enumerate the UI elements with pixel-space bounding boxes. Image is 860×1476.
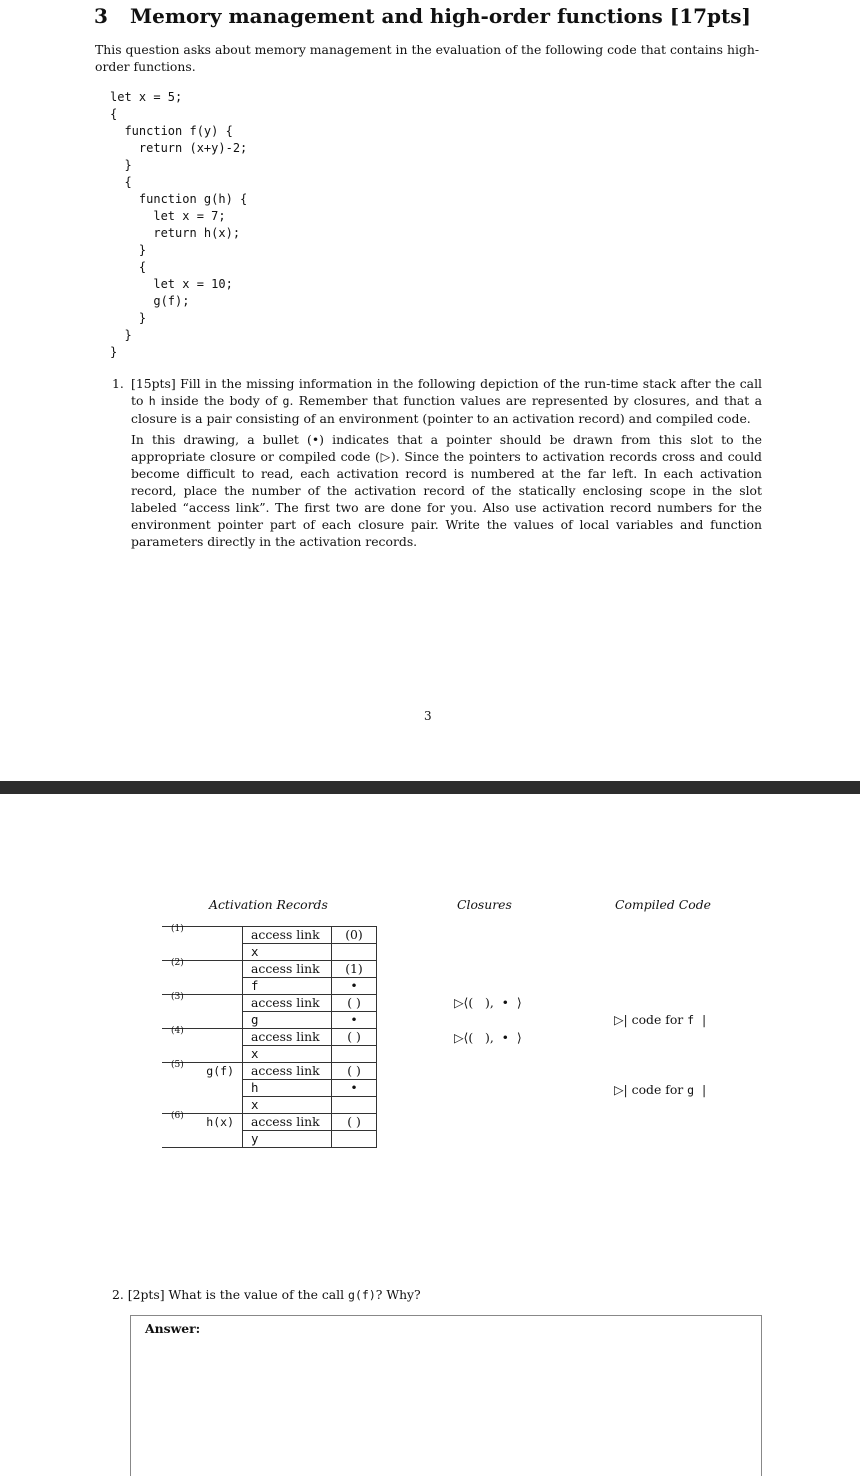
code-line: let x = 10; [110, 277, 233, 291]
code-line: { [110, 107, 118, 121]
code-listing [110, 89, 247, 361]
slot-value[interactable]: • [332, 1080, 377, 1097]
answer-box[interactable] [130, 1315, 762, 1476]
slot-label: access link [243, 995, 332, 1012]
record-number: (4) [171, 1026, 184, 1036]
code-line: } [110, 328, 132, 342]
page-number: 3 [424, 709, 432, 723]
code-line: { [110, 260, 147, 274]
slot-label: f [243, 978, 332, 995]
activation-records-heading: Activation Records [209, 897, 328, 912]
activation-record-row [162, 1114, 377, 1131]
question-1-paragraph-1: [15pts] Fill in the missing information in the following depiction of the run-time stack after the call to h inside the body of g. Remember that function values are represented by closures, and that a closure is a pair consisting of an environment (pointer to an activation record) and compiled code. [131, 376, 762, 426]
slot-label: access link [243, 961, 332, 978]
record-id-cell [162, 924, 243, 944]
activation-record-row [162, 978, 377, 995]
activation-record-row [162, 1029, 377, 1046]
page-divider [0, 781, 860, 794]
question-1-paragraph-2: In this drawing, a bullet (•) indicates that a pointer should be drawn from this slot to the appropriate closure or compiled code (▷). Since the pointers to activation records cross and could become difficult to read, each activation record is numbered at the far left. In each activation record, place the number of the activation record of the statically enclosing scope in the slot labeled “access link”. The first two are done for you. Also use activation record numbers for the environment pointer part of each closure pair. Write the values of local variables and function parameters directly in the activation records. [131, 432, 762, 549]
activation-record-row [162, 995, 377, 1012]
code-line: } [110, 243, 147, 257]
record-call-label: g(f) [206, 1064, 234, 1078]
activation-records-table [162, 926, 377, 1148]
code-line: g(f); [110, 294, 190, 308]
code-line: } [110, 345, 118, 359]
answer-label: Answer: [145, 1321, 201, 1336]
slot-label: x [243, 944, 332, 961]
record-id-cell [162, 992, 243, 1012]
slot-value[interactable]: • [332, 978, 377, 995]
closure-1: ▷⟨( ), • ⟩ [454, 995, 522, 1010]
slot-label: y [243, 1131, 332, 1148]
activation-record-row [162, 927, 377, 944]
compiled-code-g: ▷| code for g | [614, 1082, 707, 1097]
slot-label: x [243, 1046, 332, 1063]
code-line: function f(y) { [110, 124, 233, 138]
slot-value[interactable] [332, 1097, 377, 1114]
slot-value[interactable] [332, 1131, 377, 1148]
slot-label: x [243, 1097, 332, 1114]
code-line: } [110, 158, 132, 172]
activation-record-row [162, 1046, 377, 1063]
record-id-cell [162, 1131, 243, 1148]
question-1 [112, 375, 762, 554]
record-id-cell [162, 1026, 243, 1046]
activation-record-row [162, 1012, 377, 1029]
slot-value[interactable] [332, 1046, 377, 1063]
code-line: return h(x); [110, 226, 241, 240]
code-line: let x = 5; [110, 90, 183, 104]
record-id-cell [162, 1080, 243, 1097]
section-number: 3 [94, 4, 108, 28]
record-number: (1) [171, 924, 184, 934]
slot-value[interactable]: ( ) [332, 1063, 377, 1080]
record-id-cell [162, 958, 243, 978]
activation-record-row [162, 961, 377, 978]
slot-value[interactable]: • [332, 1012, 377, 1029]
activation-record-row [162, 1063, 377, 1080]
slot-value[interactable]: ( ) [332, 995, 377, 1012]
closure-2: ▷⟨( ), • ⟩ [454, 1030, 522, 1045]
record-number: (5) [171, 1060, 184, 1070]
slot-value[interactable]: ( ) [332, 1029, 377, 1046]
code-line: let x = 7; [110, 209, 226, 223]
activation-record-row [162, 1080, 377, 1097]
record-number: (2) [171, 958, 184, 968]
question-2: 2. [2pts] What is the value of the call g(f)? Why? [112, 1287, 421, 1302]
slot-label: access link [243, 1029, 332, 1046]
compiled-code-heading: Compiled Code [615, 897, 711, 912]
record-number: (3) [171, 992, 184, 1002]
code-line: { [110, 175, 132, 189]
section-title: Memory management and high-order functions [17pts] [130, 4, 751, 28]
slot-label: h [243, 1080, 332, 1097]
slot-value[interactable] [332, 944, 377, 961]
closures-heading: Closures [457, 897, 512, 912]
slot-value[interactable]: (0) [332, 927, 377, 944]
code-line: function g(h) { [110, 192, 248, 206]
compiled-code-f: ▷| code for f | [614, 1012, 707, 1027]
slot-label: access link [243, 1114, 332, 1131]
question-1-number: 1. [112, 376, 124, 391]
record-call-label: h(x) [206, 1115, 234, 1129]
intro-paragraph: This question asks about memory management in the evaluation of the following code that contains high-order functions. [95, 42, 760, 74]
record-id-cell [162, 1060, 243, 1080]
activation-record-row [162, 1097, 377, 1114]
slot-label: access link [243, 927, 332, 944]
code-line: } [110, 311, 147, 325]
slot-label: access link [243, 1063, 332, 1080]
code-line: return (x+y)-2; [110, 141, 248, 155]
slot-value[interactable]: ( ) [332, 1114, 377, 1131]
slot-value[interactable]: (1) [332, 961, 377, 978]
activation-record-row [162, 1131, 377, 1148]
record-number: (6) [171, 1111, 184, 1121]
record-id-cell [162, 1111, 243, 1131]
activation-record-row [162, 944, 377, 961]
slot-label: g [243, 1012, 332, 1029]
